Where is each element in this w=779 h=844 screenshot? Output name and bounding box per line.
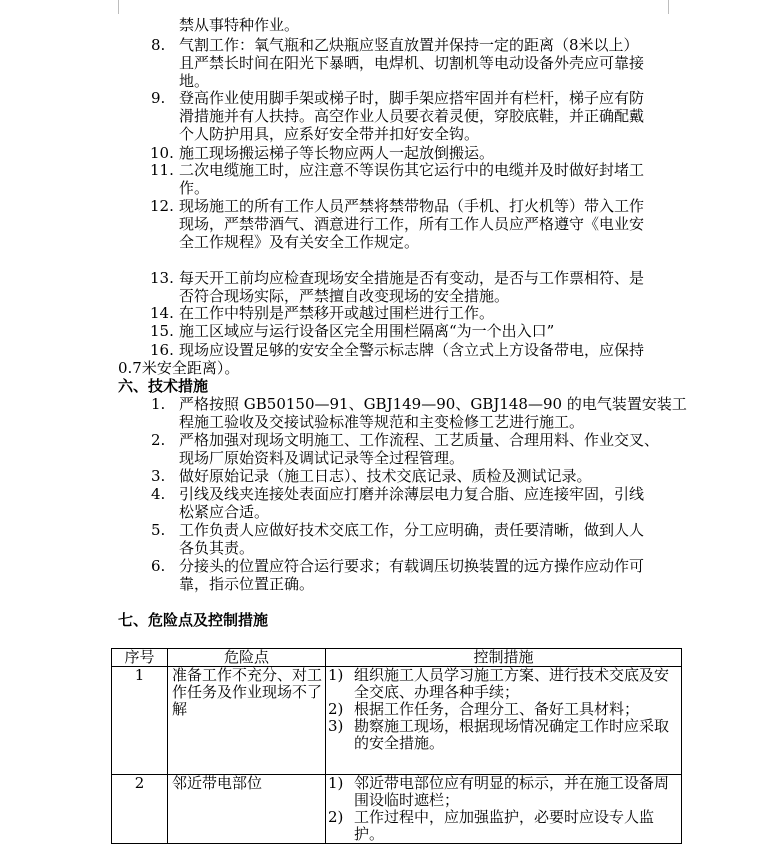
table-row [112,667,682,775]
control-measure-text: 工作过程中，应加强监护，必要时应设专人监护。 [354,808,655,843]
risk-seq-cell: 1 [112,667,168,775]
list-item-text: 工作负责人应做好技术交底工作，分工应明确，责任要清晰，做到人人 [179,521,645,539]
control-measure-number: 2) [328,808,344,826]
list-item-number: 6. [151,557,166,575]
list-item-text: 现场厂原始资料及调试记录等全过程管理。 [179,449,465,467]
list-item-text: 每天开工前均应检查现场安全措施是否有变动，是否与工作票相符、是 [179,269,645,287]
list-item-text: 地。 [179,72,210,90]
control-measure-item [328,701,679,718]
control-measure-number: 3) [328,717,344,735]
list-item-text: 登高作业使用脚手架或梯子时，脚手架应搭牢固并有栏杆，梯子应有防 [179,89,645,107]
control-measure-text: 根据工作任务，合理分工、备好工具材料； [354,700,640,718]
header-seq: 序号 [112,649,168,667]
control-measures-cell [326,667,682,775]
list-item-number: 5. [151,521,166,539]
list-item-text: 在工作中特别是严禁移开或越过围栏进行工作。 [179,304,495,322]
risk-table-header-row [112,649,682,667]
list-item-number: 9. [151,89,166,107]
control-measures-cell [326,775,682,844]
list-item-text: 且严禁长时间在阳光下暴晒，电焊机、切割机等电动设备外壳应可靠接 [179,54,645,72]
control-measure-text: 邻近带电部位应有明显的标示，并在施工设备周围设临时遮栏； [354,774,670,809]
risk-table [111,648,682,844]
risk-seq-cell: 2 [112,775,168,844]
control-measure-number: 1) [328,774,344,792]
control-measure-text: 勘察施工现场，根据现场情况确定工作时应采取的安全措施。 [354,717,670,752]
list-item-text: 现场施工的所有工作人员严禁将禁带物品（手机、打火机等）带入工作 [179,197,645,215]
page-margin-marker-right [668,0,669,14]
control-measure-item [328,718,679,752]
section-heading-tech: 六、技术措施 [118,377,209,395]
header-control: 控制措施 [326,649,682,667]
header-risk: 危险点 [168,649,326,667]
control-measure-text: 组织施工人员学习施工方案、进行技术交底及安全交底、办理各种手续； [354,666,670,701]
list-item-text: 全工作规程》及有关安全工作规定。 [179,233,420,251]
list-item-number: 1. [151,395,166,413]
list-item-number: 11. [150,161,174,179]
list-item-text: 引线及线夹连接处表面应打磨并涂薄层电力复合脂、应连接牢固，引线 [179,485,645,503]
section-heading-risk: 七、危险点及控制措施 [118,611,269,629]
list-item-number: 12. [150,197,174,215]
list-item-text: 气割工作：氧气瓶和乙炔瓶应竖直放置并保持一定的距离（8米以上） [179,36,639,54]
list-item-text: 滑措施并有人扶持。高空作业人员要衣着灵便，穿胶底鞋，并正确配戴 [179,107,645,125]
list-item-number: 3. [151,467,166,485]
list-item-text: 个人防护用具，应系好安全带并扣好安全钩。 [179,125,480,143]
list-item-text: 二次电缆施工时，应注意不等误伤其它运行中的电缆并及时做好封堵工 [179,161,645,179]
list-item-number: 4. [151,485,166,503]
page-margin-marker-left [118,0,119,14]
control-measure-item [328,775,679,809]
list-item-text: 分接头的位置应符合运行要求；有载调压切换装置的远方操作应动作可 [179,557,645,575]
control-measure-number: 1) [328,666,344,684]
list-item-text: 程施工验收及交接试验标准等规范和主变检修工艺进行施工。 [179,413,585,431]
control-measure-number: 2) [328,700,344,718]
list-item-text: 作。 [179,179,210,197]
list-item-text: 施工现场搬运梯子等长物应两人一起放倒搬运。 [179,144,495,162]
list-item-text: 靠，指示位置正确。 [179,575,315,593]
list-item-number: 14. [150,304,174,322]
list-item-text: 做好原始记录（施工日志）、技术交底记录、质检及测试记录。 [179,467,592,485]
control-measure-item [328,809,679,843]
list-item-number: 16. [150,341,174,359]
risk-point-cell: 准备工作不充分、对工作任务及作业现场不了解 [168,667,326,775]
list-item-number: 8. [151,36,166,54]
list-item-number: 15. [150,322,174,340]
list-item-text: 禁从事特种作业。 [179,16,300,34]
list-item-text: 松紧应合适。 [179,503,270,521]
list-item-text: 现场，严禁带酒气、酒意进行工作，所有工作人员应严格遵守《电业安 [179,215,645,233]
list-item-number: 2. [151,431,166,449]
list-item-text: 现场应设置足够的安安全全警示标志牌（含立式上方设备带电，应保持 [179,341,645,359]
list-item-text: 严格加强对现场文明施工、工作流程、工艺质量、合理用料、作业交叉、 [179,431,660,449]
list-item-number: 13. [150,269,174,287]
list-item-text: 否符合现场实际，严禁擅自改变现场的安全措施。 [179,287,510,305]
list-item-text: 严格按照 GB50150—91、GBJ149—90、GBJ148—90 的电气装置安装工 [179,395,687,413]
list-item-text: 施工区域应与运行设备区完全用围栏隔离“为一个出入口” [179,322,555,340]
list-item-text: 各负其责。 [179,539,255,557]
control-measure-item [328,667,679,701]
list-item-number: 10. [150,144,174,162]
table-row [112,775,682,844]
risk-point-cell: 邻近带电部位 [168,775,326,844]
list-item-text: 0.7米安全距离）。 [118,359,240,377]
